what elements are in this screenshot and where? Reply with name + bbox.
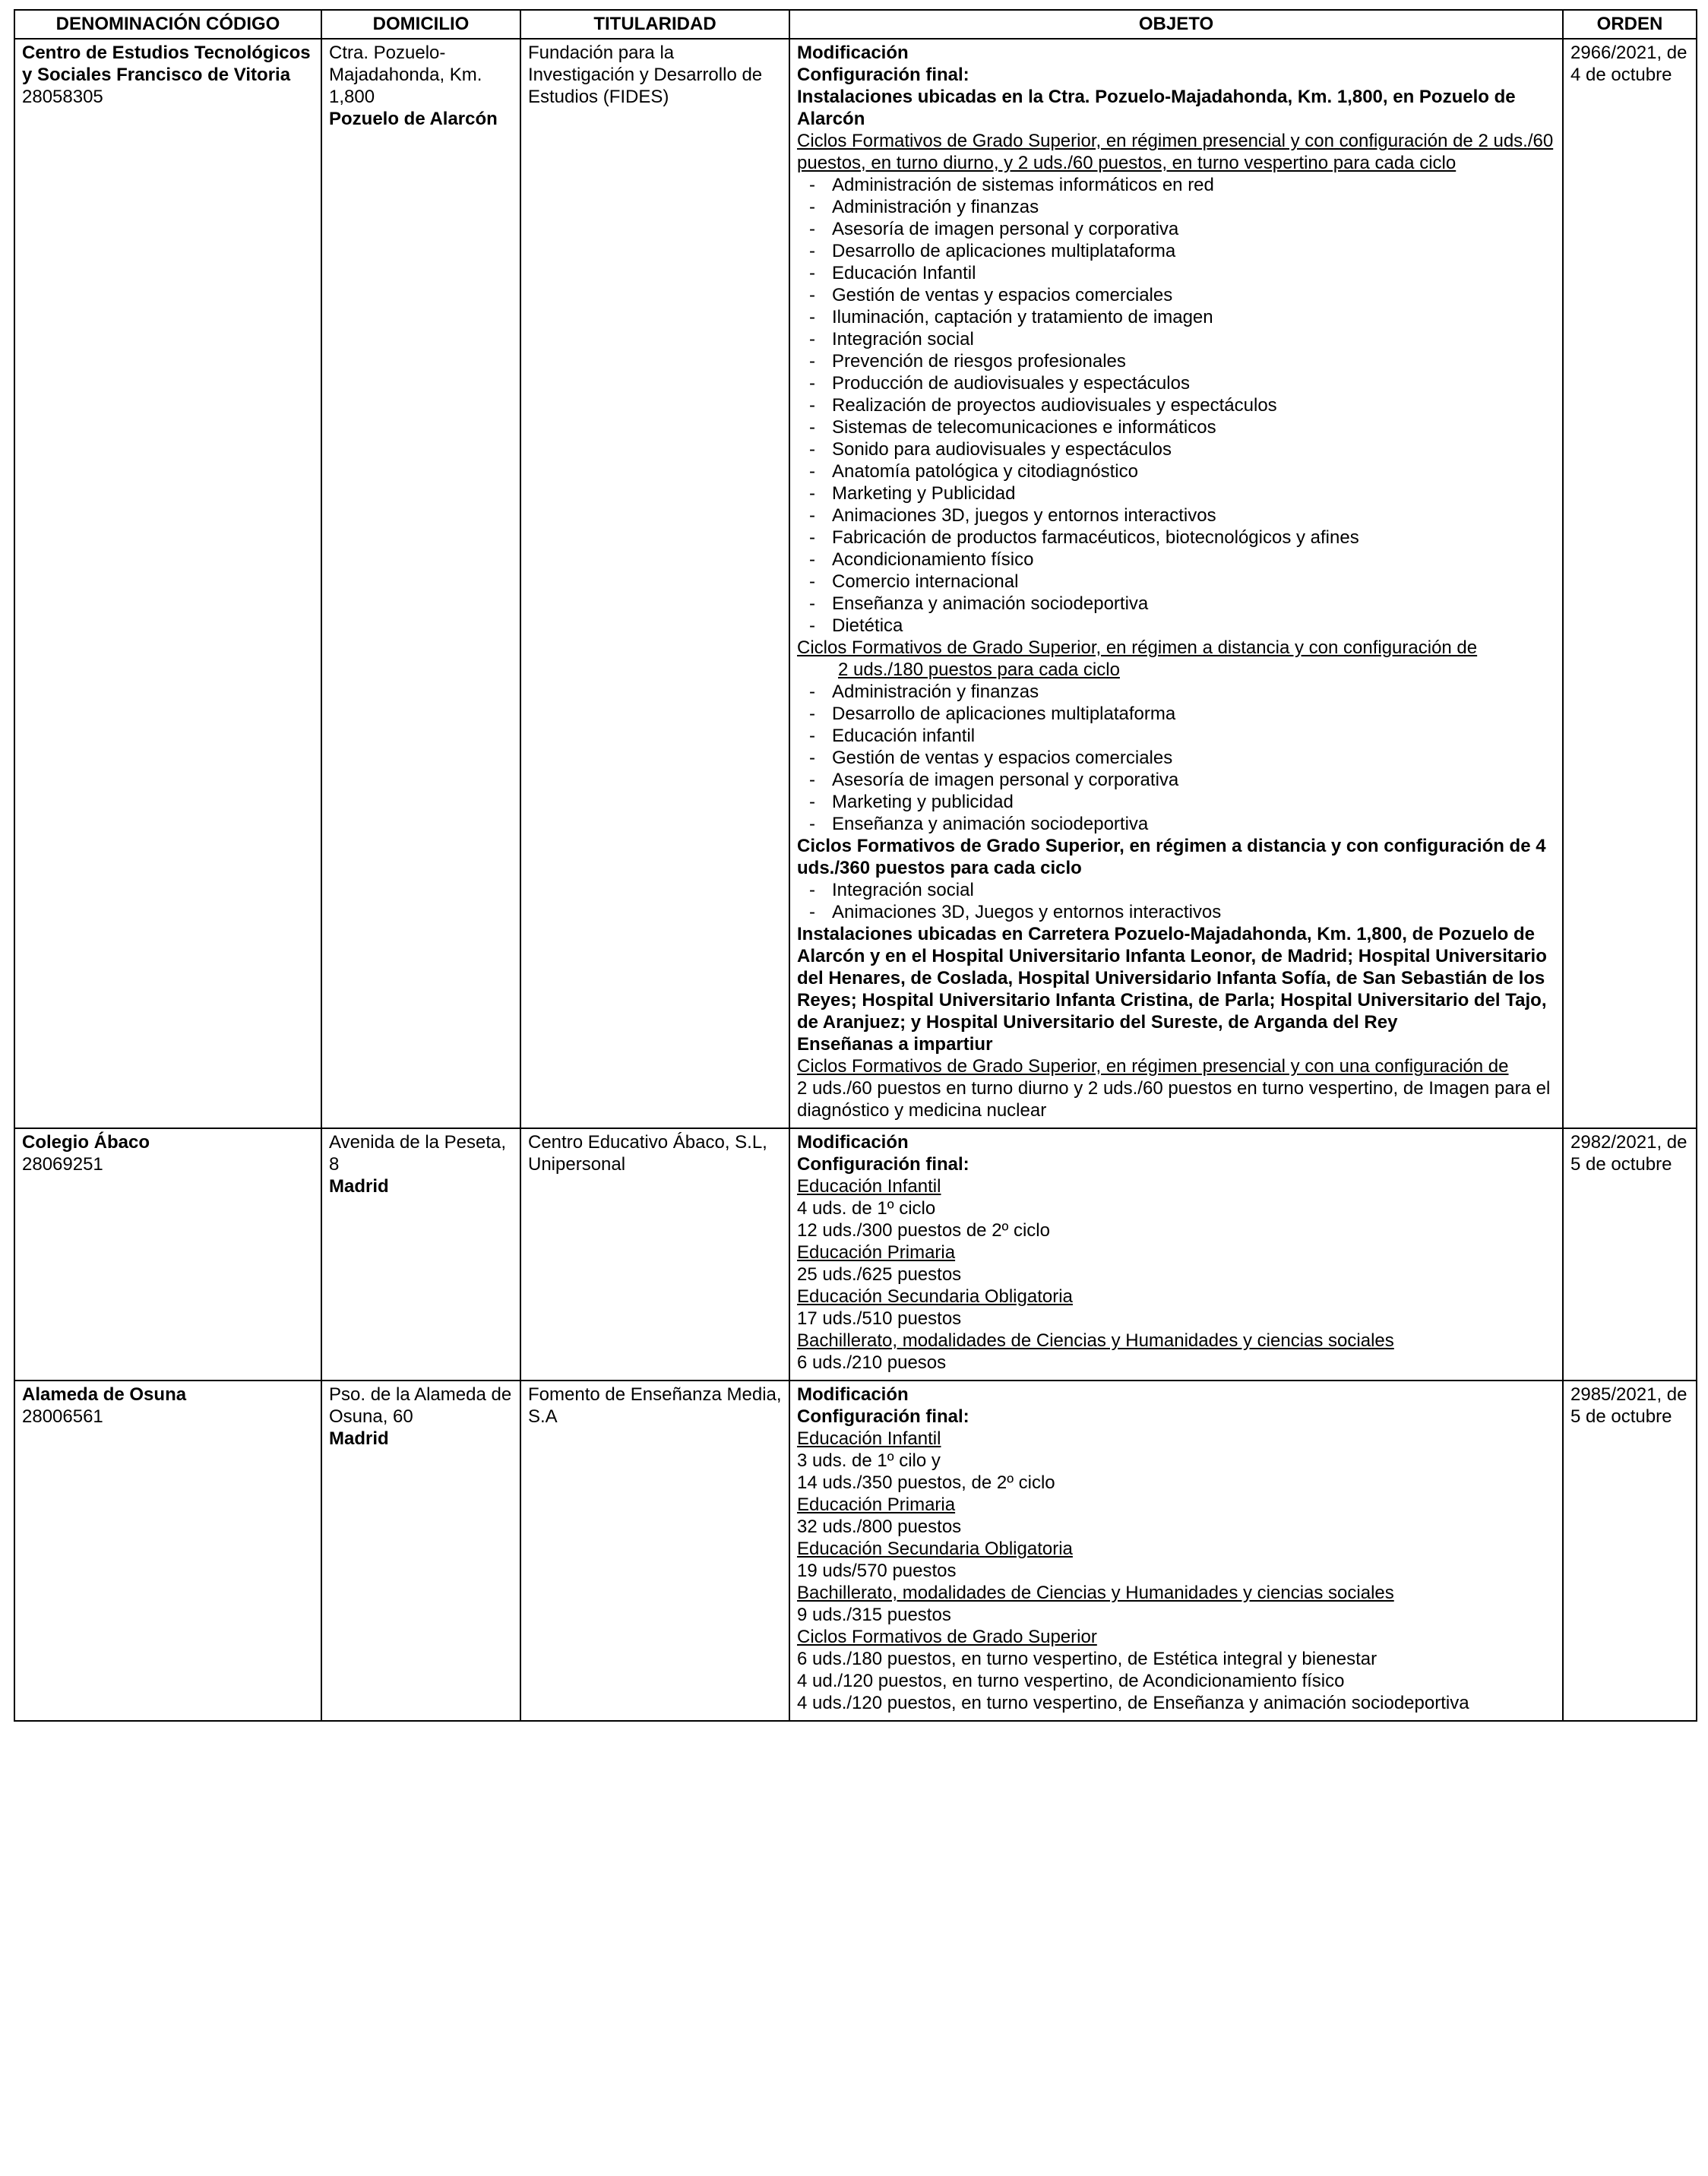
objeto-line: Instalaciones ubicadas en Carretera Pozuelo-Majadahonda, Km. 1,800, de Pozuelo de Alarcón y en el Hospital Universitario Infanta Leonor, de Madrid; Hospital Universitario del Henares, de Coslada, Hospital Universidario Infanta Sofía, de San Sebastián de los Reyes; Hospital Universitario Infanta Cristina, de Parla; Hospital Universitario del Tajo, de Aranjuez; y Hospital Universitario del Sureste, de Arganda del Rey: [797, 924, 1547, 1033]
center-code: 28006561: [22, 1406, 103, 1427]
objeto-line: - Acondicionamiento físico: [797, 549, 1555, 571]
objeto-line: 25 uds./625 puestos: [797, 1264, 962, 1285]
objeto-line: Modificación: [797, 1132, 909, 1153]
cell-titularidad: [520, 39, 789, 1128]
centers-table: [14, 9, 1697, 1722]
cell-titularidad: [520, 1381, 789, 1721]
order-ref: 2982/2021, de 5 de octubre: [1570, 1132, 1687, 1175]
objeto-line: - Fabricación de productos farmacéuticos, biotecnológicos y afines: [797, 527, 1555, 549]
objeto-line: - Marketing y publicidad: [797, 791, 1555, 813]
cell-objeto: [789, 39, 1563, 1128]
cell-objeto: [789, 1381, 1563, 1721]
table-body: [14, 39, 1697, 1721]
address-line: Madrid: [329, 1176, 389, 1197]
cell-domicilio: [321, 39, 520, 1128]
cell-orden: [1563, 1128, 1697, 1381]
objeto-line: 4 uds./120 puestos, en turno vespertino, de Enseñanza y animación sociodeportiva: [797, 1693, 1469, 1713]
order-ref: 2966/2021, de 4 de octubre: [1570, 43, 1687, 85]
table-row: [14, 1381, 1697, 1721]
objeto-line: - Administración de sistemas informáticos en red: [797, 174, 1555, 196]
objeto-line: 2 uds./180 puestos para cada ciclo: [838, 659, 1120, 680]
objeto-line: Ciclos Formativos de Grado Superior, en régimen a distancia y con configuración de: [797, 637, 1478, 658]
cell-denominacion: [14, 39, 321, 1128]
objeto-line: - Desarrollo de aplicaciones multiplataforma: [797, 703, 1555, 725]
col-header-objeto: OBJETO: [789, 10, 1563, 39]
col-header-domicilio: DOMICILIO: [321, 10, 520, 39]
objeto-line: Educación Primaria: [797, 1242, 956, 1263]
objeto-line: - Sonido para audiovisuales y espectáculos: [797, 438, 1555, 460]
objeto-line: - Animaciones 3D, Juegos y entornos interactivos: [797, 901, 1555, 923]
cell-domicilio: [321, 1128, 520, 1381]
objeto-line: - Administración y finanzas: [797, 196, 1555, 218]
col-header-orden: ORDEN: [1563, 10, 1697, 39]
order-ref: 2985/2021, de 5 de octubre: [1570, 1384, 1687, 1427]
cell-orden: [1563, 1381, 1697, 1721]
objeto-line: 32 uds./800 puestos: [797, 1517, 962, 1537]
cell-denominacion: [14, 1381, 321, 1721]
address-line: Pozuelo de Alarcón: [329, 109, 498, 129]
objeto-line: 4 ud./120 puestos, en turno vespertino, de Acondicionamiento físico: [797, 1671, 1345, 1691]
objeto-line: - Anatomía patológica y citodiagnóstico: [797, 460, 1555, 482]
objeto-line: - Sistemas de telecomunicaciones e informáticos: [797, 416, 1555, 438]
address-line: Avenida de la Peseta, 8: [329, 1132, 507, 1175]
objeto-line: 6 uds./180 puestos, en turno vespertino, de Estética integral y bienestar: [797, 1649, 1377, 1669]
objeto-line: Bachillerato, modalidades de Ciencias y Humanidades y ciencias sociales: [797, 1583, 1394, 1603]
objeto-line: - Realización de proyectos audiovisuales y espectáculos: [797, 394, 1555, 416]
objeto-line: Ciclos Formativos de Grado Superior, en régimen a distancia y con configuración de 4 uds./360 puestos para cada ciclo: [797, 836, 1546, 878]
objeto-line: - Prevención de riesgos profesionales: [797, 350, 1555, 372]
table-row: [14, 39, 1697, 1128]
objeto-line: - Enseñanza y animación sociodeportiva: [797, 593, 1555, 615]
objeto-line: - Asesoría de imagen personal y corporativa: [797, 769, 1555, 791]
header-row: [14, 10, 1697, 39]
objeto-line: - Gestión de ventas y espacios comerciales: [797, 747, 1555, 769]
objeto-line: 6 uds./210 puesos: [797, 1352, 947, 1373]
address-line: Ctra. Pozuelo-Majadahonda, Km. 1,800: [329, 43, 482, 107]
objeto-line: - Educación infantil: [797, 725, 1555, 747]
objeto-line: - Asesoría de imagen personal y corporativa: [797, 218, 1555, 240]
cell-denominacion: [14, 1128, 321, 1381]
center-name: Centro de Estudios Tecnológicos y Sociales Francisco de Vitoria: [22, 43, 311, 85]
center-code: 28069251: [22, 1154, 103, 1175]
objeto-line: Instalaciones ubicadas en la Ctra. Pozuelo-Majadahonda, Km. 1,800, en Pozuelo de Alarcón: [797, 87, 1516, 129]
objeto-line: - Administración y finanzas: [797, 681, 1555, 703]
address-line: Pso. de la Alameda de Osuna, 60: [329, 1384, 512, 1427]
objeto-line: Educación Infantil: [797, 1428, 941, 1449]
objeto-line: 19 uds/570 puestos: [797, 1561, 957, 1581]
ownership-text: Fundación para la Investigación y Desarrollo de Estudios (FIDES): [528, 43, 763, 107]
objeto-line: - Desarrollo de aplicaciones multiplataforma: [797, 240, 1555, 262]
objeto-line: - Educación Infantil: [797, 262, 1555, 284]
objeto-line: - Animaciones 3D, juegos y entornos interactivos: [797, 504, 1555, 527]
cell-orden: [1563, 39, 1697, 1128]
objeto-line: Educación Secundaria Obligatoria: [797, 1286, 1073, 1307]
objeto-line: 12 uds./300 puestos de 2º ciclo: [797, 1220, 1050, 1241]
objeto-line: 14 uds./350 puestos, de 2º ciclo: [797, 1472, 1055, 1493]
objeto-line: - Enseñanza y animación sociodeportiva: [797, 813, 1555, 835]
cell-domicilio: [321, 1381, 520, 1721]
objeto-line: - Gestión de ventas y espacios comerciales: [797, 284, 1555, 306]
objeto-line: - Integración social: [797, 879, 1555, 901]
ownership-text: Centro Educativo Ábaco, S.L, Unipersonal: [528, 1132, 767, 1175]
col-header-denominacion: DENOMINACIÓN CÓDIGO: [14, 10, 321, 39]
objeto-line: 4 uds. de 1º ciclo: [797, 1198, 936, 1219]
table-row: [14, 1128, 1697, 1381]
objeto-line: 9 uds./315 puestos: [797, 1605, 951, 1625]
table-header: [14, 10, 1697, 39]
col-header-titularidad: TITULARIDAD: [520, 10, 789, 39]
objeto-line: Ciclos Formativos de Grado Superior, en régimen presencial y con configuración de 2 uds./60 puestos, en turno diurno, y 2 uds./60 puestos, en turno vespertino para cada ciclo: [797, 131, 1554, 173]
objeto-line: Configuración final:: [797, 1406, 969, 1427]
objeto-line: Configuración final:: [797, 65, 969, 85]
objeto-line: Ciclos Formativos de Grado Superior: [797, 1627, 1097, 1647]
objeto-line: 2 uds./60 puestos en turno diurno y 2 uds./60 puestos en turno vespertino, de Imagen para el diagnóstico y medicina nuclear: [797, 1078, 1551, 1121]
cell-objeto: [789, 1128, 1563, 1381]
objeto-line: Modificación: [797, 43, 909, 63]
objeto-line: - Marketing y Publicidad: [797, 482, 1555, 504]
center-code: 28058305: [22, 87, 103, 107]
objeto-line: Ciclos Formativos de Grado Superior, en régimen presencial y con una configuración de: [797, 1056, 1509, 1077]
objeto-line: Educación Primaria: [797, 1494, 956, 1515]
objeto-line: 3 uds. de 1º cilo y: [797, 1450, 941, 1471]
objeto-line: - Producción de audiovisuales y espectáculos: [797, 372, 1555, 394]
objeto-line: Enseñanas a impartiur: [797, 1034, 993, 1055]
objeto-line: - Dietética: [797, 615, 1555, 637]
cell-titularidad: [520, 1128, 789, 1381]
center-name: Colegio Ábaco: [22, 1132, 150, 1153]
objeto-line: Educación Infantil: [797, 1176, 941, 1197]
objeto-line: Educación Secundaria Obligatoria: [797, 1539, 1073, 1559]
objeto-line: Configuración final:: [797, 1154, 969, 1175]
objeto-line: - Integración social: [797, 328, 1555, 350]
objeto-line: - Comercio internacional: [797, 571, 1555, 593]
objeto-line: 17 uds./510 puestos: [797, 1308, 962, 1329]
address-line: Madrid: [329, 1428, 389, 1449]
objeto-line: Bachillerato, modalidades de Ciencias y Humanidades y ciencias sociales: [797, 1330, 1394, 1351]
center-name: Alameda de Osuna: [22, 1384, 187, 1405]
ownership-text: Fomento de Enseñanza Media, S.A: [528, 1384, 782, 1427]
objeto-line: Modificación: [797, 1384, 909, 1405]
objeto-line: - Iluminación, captación y tratamiento de imagen: [797, 306, 1555, 328]
